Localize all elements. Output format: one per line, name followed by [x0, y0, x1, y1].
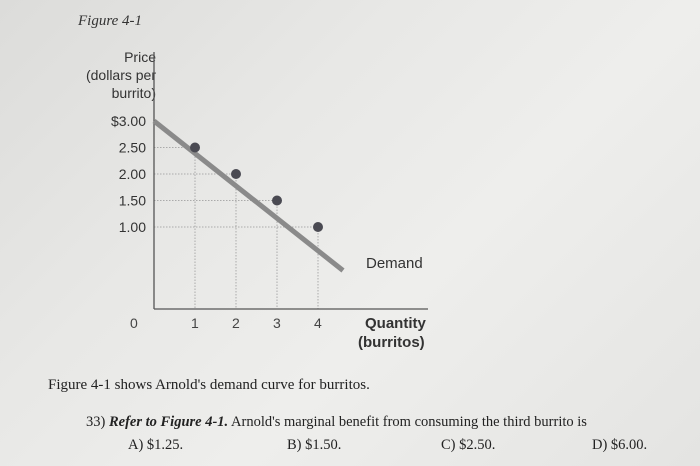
- y-tick-label: 2.00: [118, 166, 146, 182]
- y-tick-label: 2.50: [118, 139, 146, 156]
- x-axis-label: Quantity (burritos): [358, 315, 426, 351]
- x-tick-label: 3: [273, 315, 281, 331]
- choice-b[interactable]: B) $1.50.: [287, 437, 342, 453]
- data-point-1: [190, 143, 200, 153]
- y-tick-label: 1.00: [118, 219, 146, 235]
- question-body: Arnold's marginal benefit from consuming the third burrito is: [231, 414, 587, 430]
- demand-curve: [154, 121, 343, 271]
- choice-d[interactable]: D) $6.00.: [592, 437, 648, 453]
- y-axis-label: Price (dollars per burrito): [85, 49, 156, 101]
- data-point-3: [272, 196, 282, 206]
- figure-caption: Figure 4-1 shows Arnold's demand curve for burritos.: [48, 377, 370, 393]
- x-tick-label: 2: [232, 315, 240, 331]
- y-tick-labels: [111, 113, 146, 235]
- choice-a[interactable]: A) $1.25.: [128, 437, 184, 453]
- choice-c[interactable]: C) $2.50.: [441, 437, 496, 453]
- data-point-4: [313, 222, 323, 232]
- y-tick-label: 1.50: [118, 192, 146, 209]
- question-ref: Refer to Figure 4-1.: [108, 414, 229, 430]
- x-tick-label: 0: [130, 315, 138, 331]
- x-tick-label: 4: [314, 315, 322, 331]
- data-point-2: [231, 169, 241, 179]
- x-tick-labels: [130, 315, 322, 331]
- x-tick-label: 1: [191, 315, 199, 331]
- y-tick-label: $3.00: [110, 113, 146, 129]
- demand-label: Demand: [366, 255, 423, 272]
- question-number: 33): [86, 414, 106, 430]
- figure-label: Figure 4-1: [78, 13, 143, 29]
- data-points: [190, 143, 323, 233]
- question-text: [86, 414, 587, 431]
